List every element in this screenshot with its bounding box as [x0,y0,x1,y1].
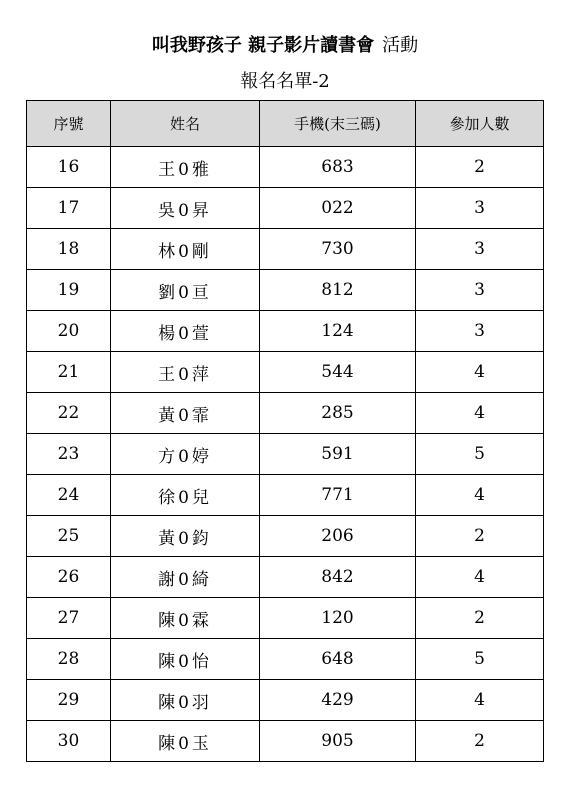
cell-count: 3 [416,188,544,229]
cell-count: 5 [416,639,544,680]
cell-phone: 683 [260,147,416,188]
cell-number: 17 [27,188,111,229]
cell-name: 黃0霏 [111,393,260,434]
cell-name: 王0雅 [111,147,260,188]
event-title: 叫我野孩子 親子影片讀書會 [151,35,375,56]
table-row [27,352,544,393]
cell-name: 楊0萱 [111,311,260,352]
cell-count: 4 [416,352,544,393]
table-row [27,434,544,475]
cell-count: 4 [416,393,544,434]
table-row [27,516,544,557]
cell-name: 謝0綺 [111,557,260,598]
cell-number: 21 [27,352,111,393]
cell-name: 陳0霖 [111,598,260,639]
cell-number: 30 [27,721,111,762]
cell-count: 3 [416,311,544,352]
cell-count: 2 [416,516,544,557]
table-header-row [27,101,544,147]
cell-phone: 842 [260,557,416,598]
cell-name: 方0婷 [111,434,260,475]
table-row [27,147,544,188]
cell-name: 徐0兒 [111,475,260,516]
cell-number: 25 [27,516,111,557]
column-header-phone: 手機(末三碼) [260,101,416,147]
cell-number: 22 [27,393,111,434]
cell-phone: 905 [260,721,416,762]
cell-number: 26 [27,557,111,598]
cell-phone: 730 [260,229,416,270]
cell-count: 5 [416,434,544,475]
table-row [27,475,544,516]
table-row [27,393,544,434]
cell-count: 3 [416,229,544,270]
cell-number: 20 [27,311,111,352]
cell-count: 2 [416,721,544,762]
cell-count: 2 [416,598,544,639]
cell-phone: 591 [260,434,416,475]
cell-number: 23 [27,434,111,475]
table-row [27,598,544,639]
page-subtitle: 報名名單-2 [240,71,330,92]
cell-count: 3 [416,270,544,311]
cell-number: 29 [27,680,111,721]
cell-name: 林0剛 [111,229,260,270]
table-row [27,721,544,762]
cell-number: 19 [27,270,111,311]
table-row [27,270,544,311]
cell-name: 劉0亘 [111,270,260,311]
cell-name: 王0萍 [111,352,260,393]
cell-name: 陳0羽 [111,680,260,721]
page-title [0,34,570,58]
cell-name: 黃0鈞 [111,516,260,557]
cell-phone: 771 [260,475,416,516]
cell-phone: 429 [260,680,416,721]
cell-phone: 124 [260,311,416,352]
cell-number: 27 [27,598,111,639]
column-header-name: 姓名 [111,101,260,147]
table-row [27,229,544,270]
column-header-number: 序號 [27,101,111,147]
cell-phone: 120 [260,598,416,639]
event-title-suffix: 活動 [382,35,419,56]
cell-name: 陳0怡 [111,639,260,680]
cell-phone: 285 [260,393,416,434]
table-row [27,639,544,680]
cell-count: 4 [416,475,544,516]
cell-name: 吳0昇 [111,188,260,229]
cell-name: 陳0玉 [111,721,260,762]
cell-number: 28 [27,639,111,680]
table-row [27,557,544,598]
cell-count: 4 [416,680,544,721]
cell-phone: 648 [260,639,416,680]
table-row [27,311,544,352]
cell-phone: 022 [260,188,416,229]
registration-table [26,100,544,762]
cell-number: 16 [27,147,111,188]
cell-number: 24 [27,475,111,516]
cell-count: 2 [416,147,544,188]
cell-phone: 812 [260,270,416,311]
column-header-count: 參加人數 [416,101,544,147]
cell-count: 4 [416,557,544,598]
table-row [27,680,544,721]
cell-number: 18 [27,229,111,270]
cell-phone: 544 [260,352,416,393]
table-row [27,188,544,229]
cell-phone: 206 [260,516,416,557]
